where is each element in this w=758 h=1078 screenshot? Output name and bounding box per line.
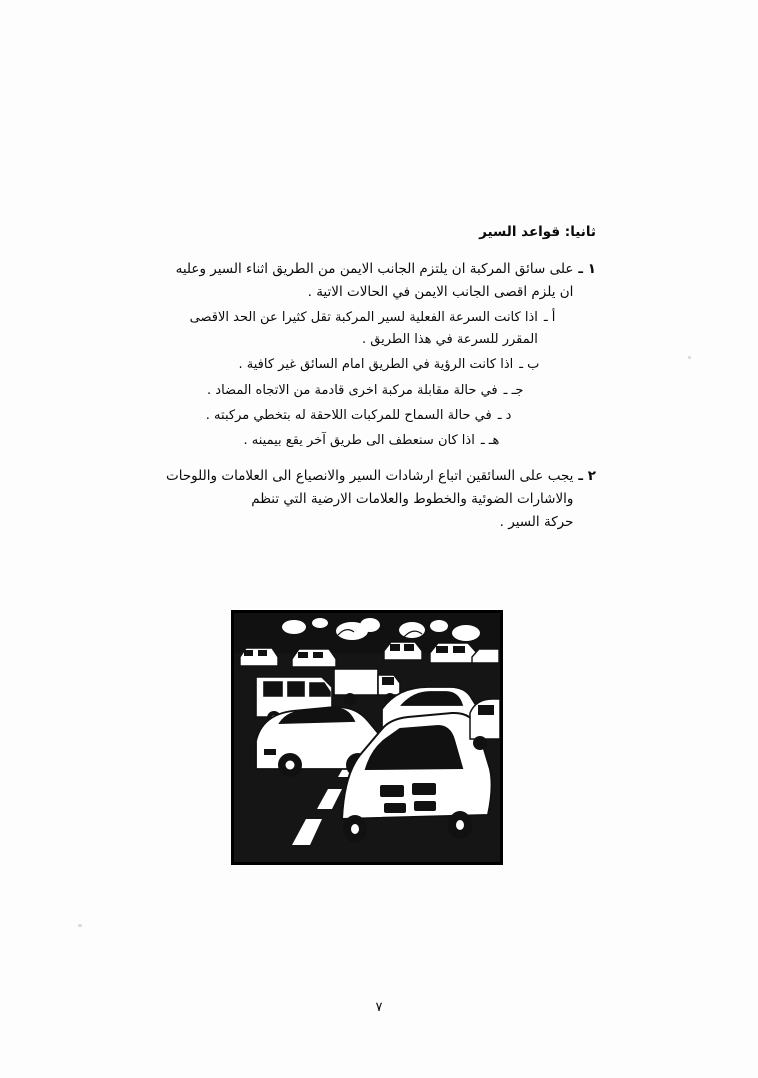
sub-list-item-line: اذا كان سنعطف الى طريق آخر يقع بيمينه . xyxy=(243,433,475,449)
traffic-congestion-illustration xyxy=(231,610,503,865)
sub-list-item-text xyxy=(166,430,475,452)
sub-list-item-continuation: المقرر للسرعة في هذا الطريق . xyxy=(361,332,538,348)
scan-artifact xyxy=(688,356,691,359)
sub-list-item-label: جـ ـ xyxy=(503,382,524,398)
text-content xyxy=(166,222,596,544)
list-item-line: يجب على السائقين اتباع ارشادات السير والانصياع الى العلامات واللوحات والاشارات الضوئية والخطوط والعلامات الارضية التي تنظم xyxy=(166,467,574,508)
list-item-line: حركة السير . xyxy=(499,514,574,531)
sub-list-item-line: في حالة مقابلة مركبة اخرى قادمة من الاتجاه المضاد . xyxy=(207,382,498,398)
sub-list-item xyxy=(166,405,511,427)
sub-list-item-text xyxy=(166,405,492,427)
sub-list-item xyxy=(166,430,499,452)
list-item-line: على سائق المركبة ان يلتزم الجانب الايمن من الطريق اثناء السير وعليه xyxy=(175,261,574,278)
sub-list-item-label: هـ ـ xyxy=(480,433,500,449)
sub-list-item-label: أ ـ xyxy=(543,309,556,325)
list-item-line: ان يلزم اقصى الجانب الايمن في الحالات الاتية . xyxy=(307,284,574,301)
sub-list-item-text xyxy=(166,307,538,352)
list-item xyxy=(166,465,596,535)
sub-list-item-text xyxy=(166,380,498,402)
sub-list-item xyxy=(166,354,539,376)
sub-list-item-line: في حالة السماح للمركبات اللاحقة له بتخطي مركبته . xyxy=(205,408,492,424)
list-item-body xyxy=(166,258,573,456)
list-item-body xyxy=(166,465,573,535)
sub-list-item-line: اذا كانت السرعة الفعلية لسير المركبة تقل كثيرا عن الحد الاقصى xyxy=(189,309,538,325)
sub-list-item-label: د ـ xyxy=(497,408,512,424)
sub-list-item-line: اذا كانت الرؤية في الطريق امام السائق غير كافية . xyxy=(238,357,514,373)
sub-list-item-text xyxy=(166,354,513,376)
traffic-congestion-drawing xyxy=(234,613,500,862)
sub-list xyxy=(166,307,573,453)
sub-list-item xyxy=(166,307,555,352)
page-number: ٧ xyxy=(375,1000,383,1015)
section-title: ثانيا: قواعد السير xyxy=(479,224,596,240)
sub-list-item xyxy=(166,380,523,402)
sub-list-item-label: ب ـ xyxy=(519,357,540,373)
list-item-number: ٢ ـ xyxy=(578,467,596,484)
list-item xyxy=(166,258,596,456)
scan-artifact xyxy=(78,924,82,927)
list-item-number: ١ ـ xyxy=(578,261,596,278)
